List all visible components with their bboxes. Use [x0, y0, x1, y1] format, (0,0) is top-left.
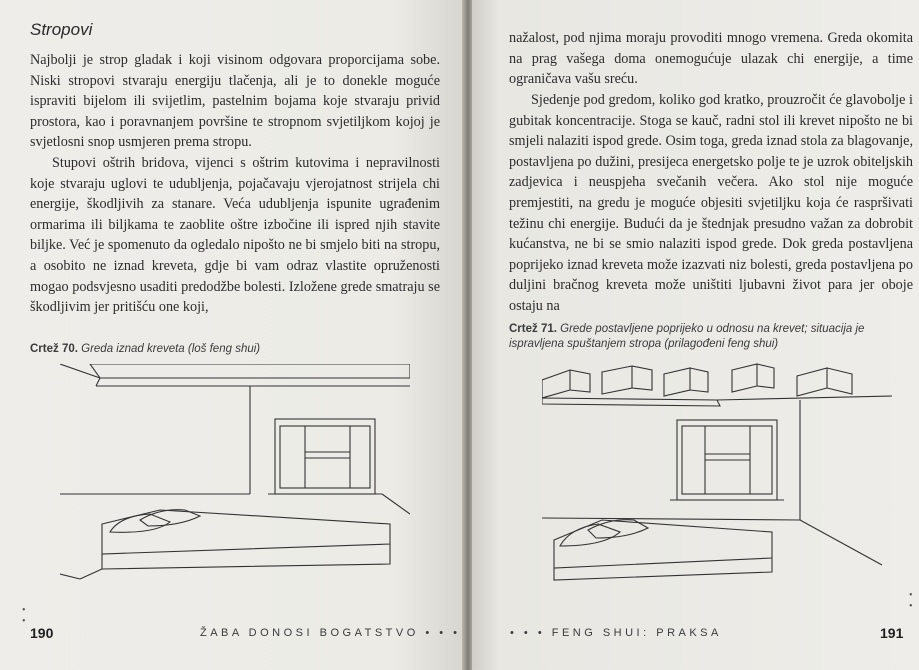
- ceiling-beam: [90, 364, 410, 378]
- figure-label: Crtež 71.: [509, 323, 557, 335]
- pillow: [560, 524, 620, 546]
- figure-caption: [30, 342, 440, 357]
- window: [275, 419, 375, 494]
- paragraph: Sjedenje pod gredom, koliko god kratko, prouzročit će glavobolje i gubitak koncentracije. Stoga se kauč, radni stol ili krevet nipošto ne bi smjeli nalaziti ispod grede. Osim toga, greda iznad stola za blagovanje, postavljena po dužini, presijeca energetsko polje te je uzrok obiteljskih zadjevica i neuspjeha svečanih večera. Ako stol nije moguće premjestiti, na gredu je moguće objesiti svjetiljku koja će raspršivati težinu chi energije. Budući da je štednjak presudno važan za dobrobit kućanstva, ne bi se smio nalaziti ispod grede. Dok greda postavljena poprijeko iznad kreveta može izazvati niz bolesti, greda postavljena po duljini bračnog kreveta može uništiti ljubavni život para jer oboje ostaju na: [509, 92, 913, 314]
- ceiling-edge: [60, 364, 100, 378]
- figure-caption-text: Greda iznad kreveta (loš feng shui): [81, 343, 261, 355]
- running-footer: ŽABA DONOSI BOGATSTVO • • •: [200, 627, 461, 639]
- page-number: 190: [30, 625, 54, 641]
- bedroom-lowered-ceiling-illustration: [542, 360, 892, 585]
- paragraph: Stupovi oštrih bridova, vijenci s oštrim kutovima i nepravilnosti koje stvaraju uglovi te udubljenja, pojačavaju vjerojatnost strijela chi energije, škodljivih za stanare. Veća udubljenja ispunite ugrađenim ormarima ili biljkama te zaoblite oštre izbočine ili ispred njih stavite biljke. Već je spomenuto da ogledalo nipošto ne bi smjelo biti na stropu, a osobito ne iznad kreveta, gdje bi vam odraz vlastite opruženosti mogao podsvjesno usaditi predodžbe bolesti. Izložene grede smatraju se škodljivim jer pritišću one koji,: [30, 155, 440, 316]
- bedroom-beam-illustration: [60, 364, 410, 584]
- page-number: 191: [880, 625, 904, 641]
- figure-label: Crtež 70.: [30, 343, 78, 355]
- figure-caption-text: Grede postavljene poprijeko u odnosu na krevet; situacija je ispravljena spuštanjem stropa (prilagođeni feng shui): [509, 323, 865, 350]
- paragraph: Najbolji je strop gladak i koji visinom odgovara proporcijama sobe. Niski stropovi stvaraju energiju tlačenja, ali je to donekle moguće ispraviti bijelom ili svijetlim, pastelnim bojama koje stvaraju privid prostora, kao i poravnanjem površine te stropnom svjetiljkom kojoj je svjetlosni snop usmjeren prema stropu.: [30, 52, 440, 151]
- decorative-dots: • •: [909, 590, 913, 612]
- paragraph: nažalost, pod njima moraju provoditi mnogo vremena. Greda okomita na prag vašega doma onemogućuje ulazak chi energije, a time ograničava vašu sreću.: [509, 30, 913, 88]
- running-footer: • • • FENG SHUI: PRAKSA: [510, 627, 722, 639]
- pillow: [110, 514, 170, 532]
- ceiling-beams: [542, 364, 852, 398]
- section-title: Stropovi: [30, 20, 93, 39]
- figure-caption: [509, 322, 913, 352]
- right-page: [472, 0, 919, 670]
- decorative-dots: • •: [22, 605, 26, 627]
- lowered-ceiling: [542, 398, 720, 406]
